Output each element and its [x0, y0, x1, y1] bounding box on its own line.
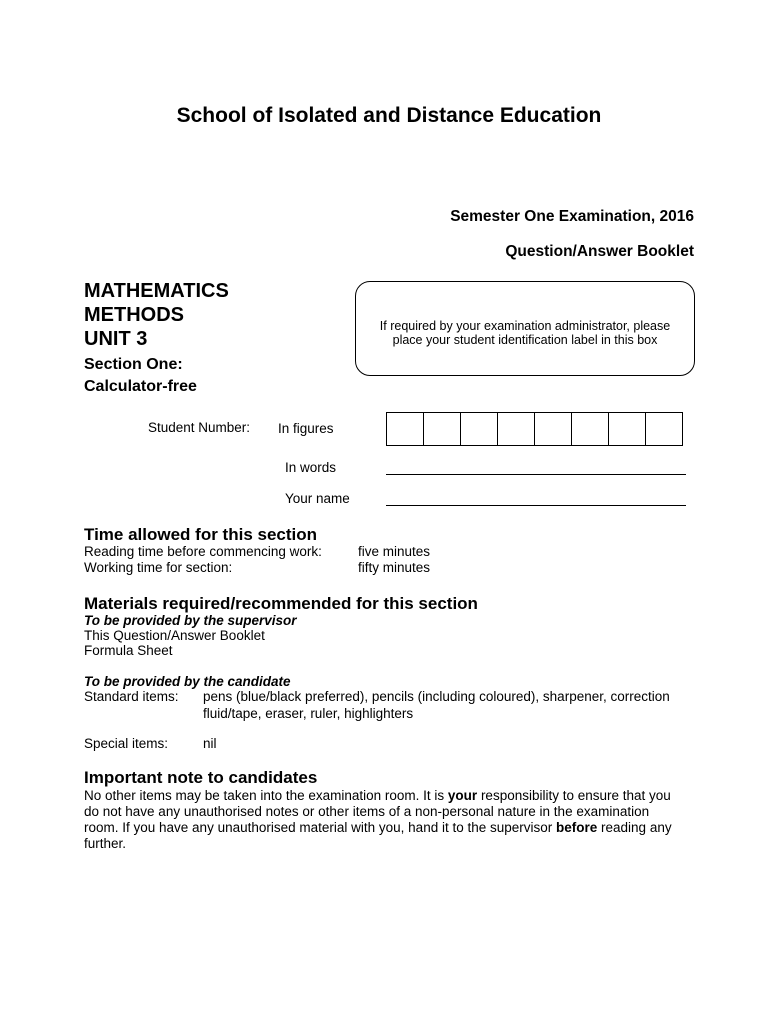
section-block [84, 354, 197, 398]
student-number-label: Student Number: [148, 420, 251, 435]
working-time-value: fifty minutes [358, 560, 431, 575]
school-title: School of Isolated and Distance Education [176, 104, 602, 127]
subject-block [84, 279, 229, 351]
subject-line-2: METHODS [84, 304, 184, 326]
candidate-heading: To be provided by the candidate [84, 674, 291, 689]
standard-items-line-2: fluid/tape, eraser, ruler, highlighters [203, 706, 414, 721]
standard-items-label: Standard items: [84, 689, 179, 704]
in-words-line[interactable] [386, 474, 686, 475]
digit-box[interactable] [609, 413, 646, 445]
id-label-box [355, 281, 695, 376]
id-label-box-text: If required by your examination administrator, please place your student identification label in this box [379, 319, 671, 347]
section-line-1: Section One: [84, 356, 183, 373]
note-text-1: No other items may be taken into the examination room. It is [84, 788, 448, 803]
working-time-label: Working time for section: [84, 560, 233, 575]
your-name-line[interactable] [386, 505, 686, 506]
supervisor-heading: To be provided by the supervisor [84, 613, 297, 628]
materials-heading: Materials required/recommended for this section [84, 594, 478, 613]
note-text-2: responsibility to ensure that you do not have any unauthorised notes or other items of a non-personal nature in the examination room. If you have any unauthorised material with you, hand it to the supervisor [84, 788, 671, 835]
booklet-title: Question/Answer Booklet [505, 243, 694, 260]
student-number-boxes[interactable] [386, 412, 683, 446]
time-heading: Time allowed for this section [84, 525, 318, 544]
reading-time-label: Reading time before commencing work: [84, 544, 322, 559]
note-bold-your: your [447, 788, 478, 803]
note-heading: Important note to candidates [84, 768, 318, 787]
digit-box[interactable] [424, 413, 461, 445]
your-name-label: Your name [285, 491, 350, 506]
exam-title: Semester One Examination, 2016 [450, 208, 694, 225]
in-figures-label: In figures [278, 421, 334, 436]
digit-box[interactable] [461, 413, 498, 445]
digit-box[interactable] [646, 413, 682, 445]
subject-line-3: UNIT 3 [84, 328, 148, 350]
digit-box[interactable] [572, 413, 609, 445]
standard-items-line-1: pens (blue/black preferred), pencils (including coloured), sharpener, correction [203, 689, 670, 704]
digit-box[interactable] [535, 413, 572, 445]
note-text-3: reading any further. [84, 820, 672, 851]
special-items-value: nil [203, 736, 217, 751]
reading-time-value: five minutes [358, 544, 431, 559]
note-paragraph [84, 788, 684, 852]
special-items-label: Special items: [84, 736, 169, 751]
note-bold-before: before [556, 820, 598, 835]
subject-line-1: MATHEMATICS [84, 280, 229, 302]
section-line-2: Calculator-free [84, 378, 197, 395]
digit-box[interactable] [498, 413, 535, 445]
supervisor-item-1: This Question/Answer Booklet [84, 628, 265, 643]
digit-box[interactable] [387, 413, 424, 445]
in-words-label: In words [285, 460, 337, 475]
supervisor-item-2: Formula Sheet [84, 643, 173, 658]
